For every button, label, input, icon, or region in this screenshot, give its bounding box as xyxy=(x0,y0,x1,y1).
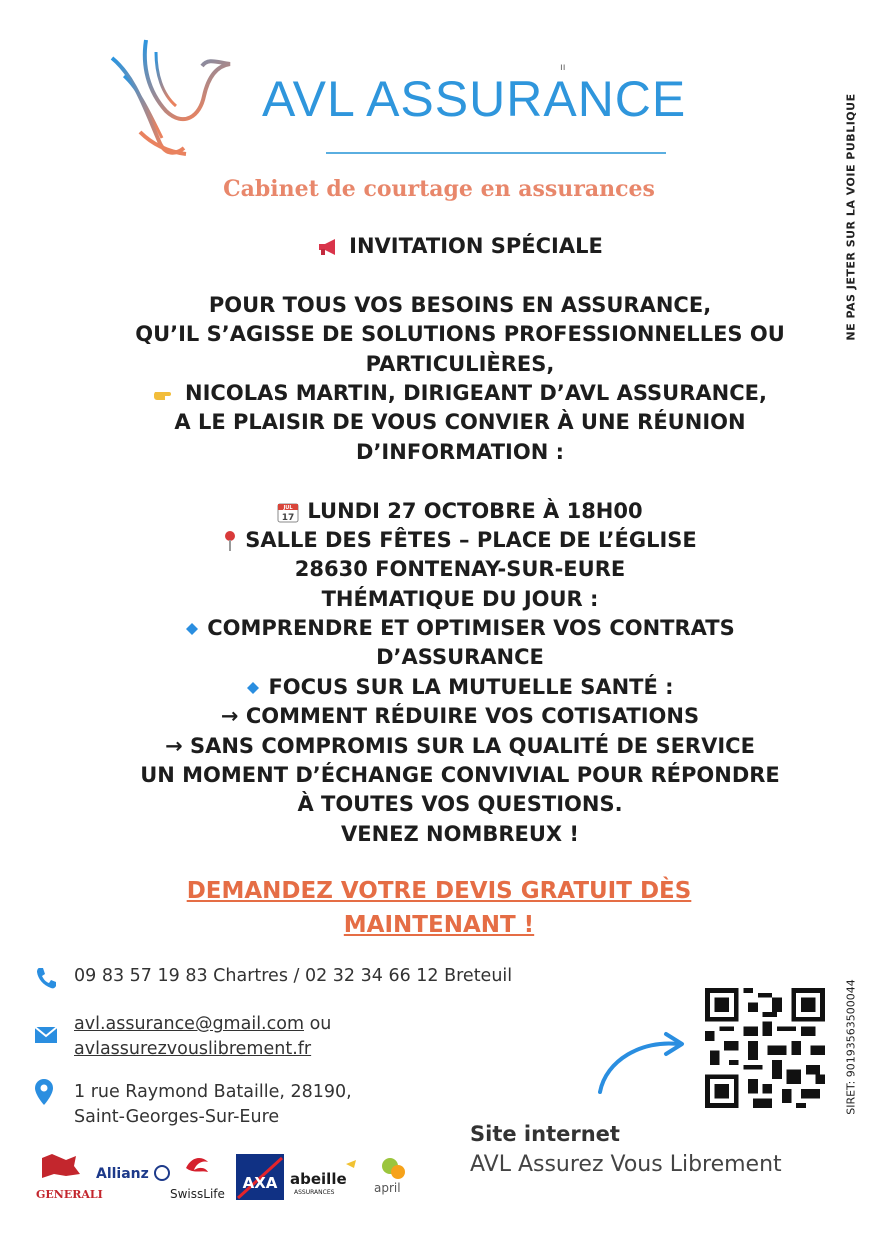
diamond-icon xyxy=(246,681,260,695)
side-notice: NE PAS JETER SUR LA VOIE PUBLIQUE xyxy=(844,93,858,341)
tagline: Cabinet de courtage en assurances xyxy=(223,176,655,202)
phone-icon xyxy=(34,966,56,990)
theme-title: THÉMATIQUE DU JOUR : xyxy=(321,586,599,611)
email-icon xyxy=(34,1026,58,1044)
intro-line: A LE PLAISIR DE VOUS CONVIER À UNE RÉUNION xyxy=(174,410,746,435)
site-name: AVL Assurez Vous Librement xyxy=(470,1152,782,1177)
swisslife-logo xyxy=(170,1158,225,1201)
event-city: 28630 FONTENAY-SUR-EURE xyxy=(294,557,626,582)
intro-line: NICOLAS MARTIN, DIRIGEANT D’AVL ASSURANCE, xyxy=(60,379,860,408)
svg-text:SwissLife: SwissLife xyxy=(170,1187,225,1201)
megaphone-icon xyxy=(317,238,341,256)
topic-item: FOCUS SUR LA MUTUELLE SANTÉ : xyxy=(60,673,860,702)
pointing-hand-icon xyxy=(153,386,177,402)
svg-text:abeille: abeille xyxy=(290,1170,347,1188)
closing-line: À TOUTES VOS QUESTIONS. xyxy=(297,792,623,817)
phone-numbers: 09 83 57 19 83 Chartres / 02 32 34 66 12 Breteuil xyxy=(74,966,513,986)
arrow-icon xyxy=(592,1030,692,1100)
topic-item-cont: D’ASSURANCE xyxy=(376,645,544,670)
svg-text:GENERALI: GENERALI xyxy=(36,1188,103,1201)
scan-mark: ıı xyxy=(560,62,566,73)
svg-text:ASSURANCES: ASSURANCES xyxy=(294,1189,335,1196)
brand-logo-icon xyxy=(104,36,234,161)
calendar-icon xyxy=(277,501,299,523)
sub-point: → SANS COMPROMIS SUR LA QUALITÉ DE SERVICE xyxy=(165,733,755,758)
cta-link[interactable]: DEMANDEZ VOTRE DEVIS GRATUIT DÈS MAINTENANT ! xyxy=(186,878,692,938)
siret-number: SIRET: 90193563500044 xyxy=(844,979,858,1115)
email-link[interactable]: avl.assurance@gmail.com xyxy=(74,1014,304,1034)
svg-text:april: april xyxy=(374,1181,401,1195)
april-logo xyxy=(374,1158,405,1195)
event-date: JUL 17 LUNDI 27 OCTOBRE À 18H00 xyxy=(60,497,860,526)
qr-code[interactable] xyxy=(705,988,825,1108)
partner-logos xyxy=(34,1150,414,1206)
brand-divider xyxy=(326,152,666,154)
allianz-logo xyxy=(96,1166,169,1182)
invitation-title: INVITATION SPÉCIALE xyxy=(60,232,860,261)
diamond-icon xyxy=(185,622,199,636)
address-line: Saint-Georges-Sur-Eure xyxy=(74,1107,280,1127)
email-line xyxy=(74,1012,331,1036)
email-separator: ou xyxy=(309,1014,332,1034)
intro-line: D’INFORMATION : xyxy=(356,439,564,464)
svg-text:Allianz: Allianz xyxy=(96,1166,149,1182)
axa-logo xyxy=(236,1154,284,1200)
location-icon xyxy=(34,1078,54,1106)
abeille-logo xyxy=(290,1160,356,1196)
site-heading: Site internet xyxy=(470,1122,620,1146)
invitation-body xyxy=(60,232,860,849)
address-line: 1 rue Raymond Bataille, 28190, xyxy=(74,1082,352,1102)
closing-line: UN MOMENT D’ÉCHANGE CONVIVIAL POUR RÉPONDRE xyxy=(140,763,780,788)
event-place: SALLE DES FÊTES – PLACE DE L’ÉGLISE xyxy=(60,526,860,555)
generali-logo xyxy=(36,1154,103,1201)
svg-text:JUL: JUL xyxy=(283,504,293,511)
intro-line: PARTICULIÈRES, xyxy=(365,351,555,376)
intro-line: POUR TOUS VOS BESOINS EN ASSURANCE, xyxy=(208,292,712,317)
pin-icon xyxy=(223,530,237,552)
closing-line: VENEZ NOMBREUX ! xyxy=(340,821,580,846)
svg-text:17: 17 xyxy=(282,512,295,523)
brand-name: AVL ASSURANCE xyxy=(262,71,687,127)
website-link[interactable]: avlassurezvouslibrement.fr xyxy=(74,1039,312,1059)
intro-line: QU’IL S’AGISSE DE SOLUTIONS PROFESSIONNELLES OU xyxy=(135,322,785,347)
topic-item: COMPRENDRE ET OPTIMISER VOS CONTRATS xyxy=(60,614,860,643)
svg-text:AXA: AXA xyxy=(242,1174,278,1192)
sub-point: → COMMENT RÉDUIRE VOS COTISATIONS xyxy=(220,704,700,729)
